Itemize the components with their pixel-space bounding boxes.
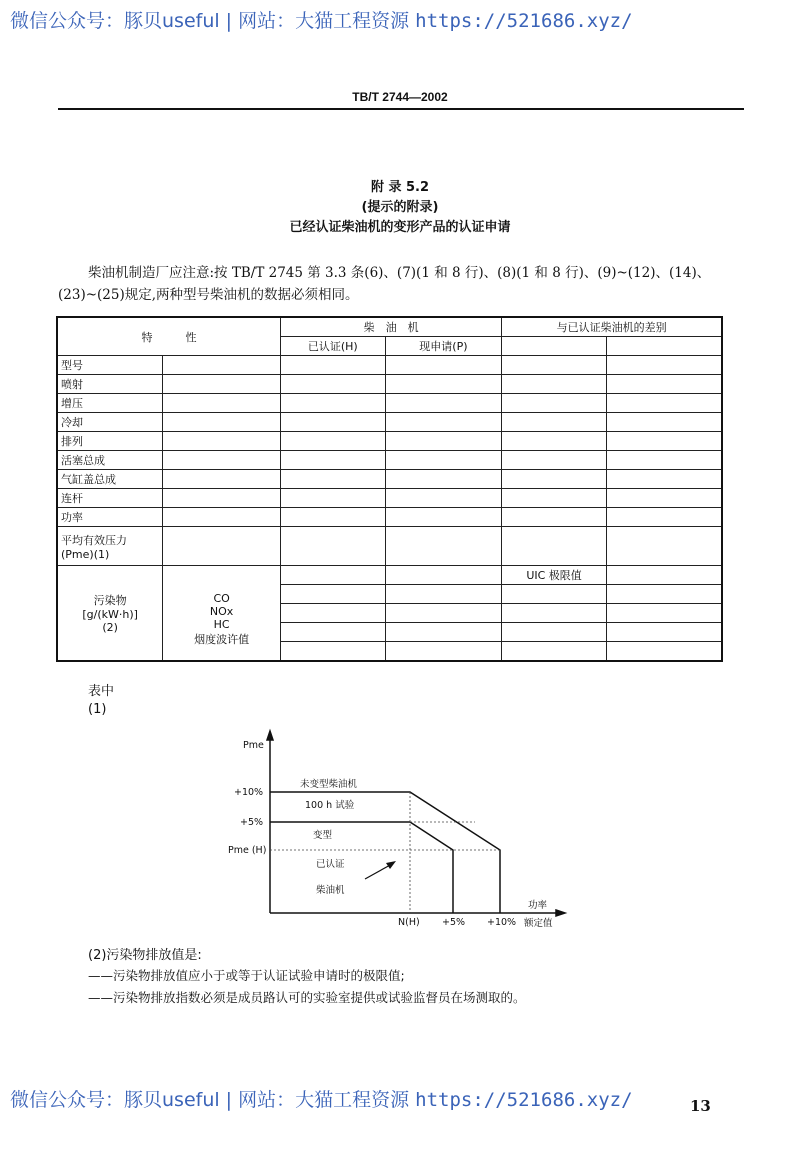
watermark-url: https://521686.xyz/ xyxy=(415,10,633,32)
y-tick: Pme (H) xyxy=(228,845,267,856)
watermark-text: 微信公众号：豚贝useful | 网站：大猫工程资源 xyxy=(10,10,416,32)
row-label: 活塞总成 xyxy=(57,451,163,470)
header-feature: 特 性 xyxy=(57,317,280,356)
y-tick: +10% xyxy=(234,787,264,798)
x-axis-label: 功率 xyxy=(528,900,548,911)
standard-header: TB/T 2744—2002 xyxy=(352,90,448,104)
note-2: (2)污染物排放值是: xyxy=(88,948,202,963)
page-number: 13 xyxy=(690,1097,711,1115)
label-certified: 已认证 xyxy=(316,859,345,870)
row-label: 排列 xyxy=(57,432,163,451)
y-tick: +5% xyxy=(240,817,264,828)
note-2-line-2: ——污染物排放指数必须是成员路认可的实验室提供或试验监督员在场测取的。 xyxy=(88,990,526,1005)
x-tick: +5% xyxy=(442,917,466,928)
header-difference: 与已认证柴油机的差别 xyxy=(502,317,722,337)
watermark-bottom xyxy=(10,1085,633,1112)
row-label: 气缸盖总成 xyxy=(57,470,163,489)
x-tick: N(H) xyxy=(398,917,420,928)
row-label: 喷射 xyxy=(57,375,163,394)
note-intable: 表中 xyxy=(88,684,115,699)
y-axis-arrow xyxy=(267,731,273,740)
appendix-type: (提示的附录) xyxy=(361,200,439,215)
modified-curve xyxy=(270,822,453,913)
note-1: (1) xyxy=(88,702,107,717)
x-axis-arrow xyxy=(556,910,565,916)
header-applied: 现申请(P) xyxy=(385,337,502,356)
arrow-head xyxy=(386,861,396,869)
header-certified: 已认证(H) xyxy=(280,337,385,356)
x-axis-label-2: 额定值 xyxy=(524,918,553,929)
row-label: 增压 xyxy=(57,394,163,413)
note-2-line-1: ——污染物排放值应小于或等于认证试验申请时的极限值; xyxy=(88,968,405,983)
header-engine: 柴 油 机 xyxy=(280,317,501,337)
watermark-text: 微信公众号：豚贝useful | 网站：大猫工程资源 xyxy=(10,1089,416,1111)
label-100h: 100 h 试验 xyxy=(305,800,355,811)
x-tick: +10% xyxy=(487,917,517,928)
row-label: 型号 xyxy=(57,356,163,375)
label-engine: 柴油机 xyxy=(316,885,345,896)
appendix-title: 已经认证柴油机的变形产品的认证申请 xyxy=(289,220,511,235)
intro-paragraph: 柴油机制造厂应注意:按 TB/T 2745 第 3.3 条(6)、(7)(1 和 8 行)、(8)(1 和 8 行)、(9)~(12)、(14)、(23)~(25)规定,两种型号柴油机的数据必须相同。 xyxy=(58,265,711,303)
label-modified: 变型 xyxy=(313,830,333,841)
arrow-line xyxy=(365,864,392,879)
row-label: 连杆 xyxy=(57,489,163,508)
watermark-url: https://521686.xyz/ xyxy=(415,1089,633,1111)
row-label-pollutant: 污染物 [g/(kW·h)] (2) xyxy=(57,566,163,662)
label-unmodified: 未变型柴油机 xyxy=(300,779,358,790)
row-label-pme: 平均有效压力 (Pme)(1) xyxy=(57,527,163,566)
pollutant-list: CO NOx HC 烟度波许值 xyxy=(163,566,281,662)
y-axis-label: Pme xyxy=(243,740,264,751)
row-label: 冷却 xyxy=(57,413,163,432)
row-label: 功率 xyxy=(57,508,163,527)
appendix-number: 附 录 5.2 xyxy=(370,180,430,195)
uic-limit: UIC 极限值 xyxy=(502,566,607,585)
